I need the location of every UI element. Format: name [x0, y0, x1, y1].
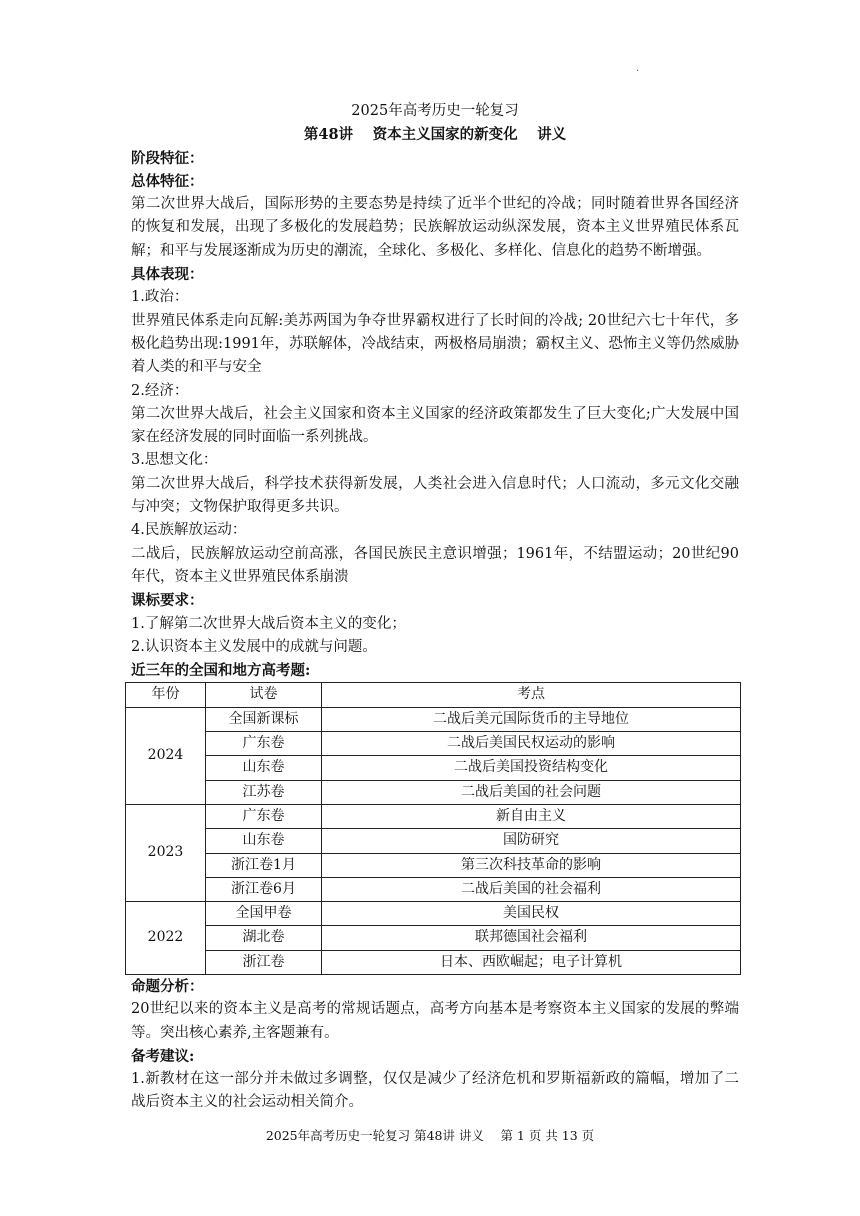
specific-heading: 具体表现： — [131, 266, 204, 284]
point-cell: 联邦德国社会福利 — [322, 926, 741, 950]
table-row — [126, 732, 741, 756]
paper-cell: 广东卷 — [206, 732, 322, 756]
paper-cell: 浙江卷6月 — [206, 877, 322, 901]
paper-cell: 山东卷 — [206, 829, 322, 853]
point-cell: 二战后美国的社会福利 — [322, 877, 741, 901]
politics-text: 世界殖民体系走向瓦解:美苏两国为争夺世界霸权进行了长时间的冷战; 20世纪六七十年代，多极化趋势出现:1991年，苏联解体，冷战结束，两极格局崩溃；霸权主义、恐怖主义等仍然威胁着人类的和平与安全 — [131, 312, 739, 376]
corner-mark: · — [636, 66, 640, 77]
table-header-year: 年份 — [126, 683, 206, 707]
paper-cell: 山东卷 — [206, 756, 322, 780]
page-footer: 2025年高考历史一轮复习 第48讲 讲义 第 1 页 共 13 页 — [265, 1128, 595, 1143]
curriculum-heading: 课标要求： — [131, 592, 204, 610]
overall-heading: 总体特征： — [131, 172, 204, 190]
economy-text: 第二次世界大战后，社会主义国家和资本主义国家的经济政策都发生了巨大变化;广大发展中国家在经济发展的同时面临一系列挑战。 — [131, 405, 739, 446]
point-cell: 新自由主义 — [322, 804, 741, 828]
exam-heading: 近三年的全国和地方高考题: — [131, 662, 311, 680]
point-cell: 美国民权 — [322, 902, 741, 926]
year-cell: 2024 — [126, 707, 206, 804]
liberation-text: 二战后，民族解放运动空前高涨，各国民族民主意识增强；1961年，不结盟运动；20世纪90年代，资本主义世界殖民体系崩溃 — [131, 545, 739, 585]
paper-cell: 湖北卷 — [206, 926, 322, 950]
paper-cell: 全国新课标 — [206, 707, 322, 731]
table-row — [126, 707, 741, 731]
year-cell: 2023 — [126, 804, 206, 901]
table-row — [126, 853, 741, 877]
point-cell: 二战后美国的社会问题 — [322, 780, 741, 804]
point-cell: 日本、西欧崛起；电子计算机 — [322, 950, 741, 974]
stage-heading: 阶段特征： — [131, 149, 204, 167]
economy-heading: 2.经济： — [131, 382, 189, 399]
overall-text: 第二次世界大战后，国际形势的主要态势是持续了近半个世纪的冷战；同时随着世界各国经济的恢复和发展，出现了多极化的发展趋势；民族解放运动纵深发展，资本主义世界殖民体系瓦解；和平与发展逐渐成为历史的潮流，全球化、多极化、多样化、信息化的趋势不断增强。 — [131, 196, 739, 259]
paper-cell: 江苏卷 — [206, 780, 322, 804]
doc-title-line1: 2025年高考历史一轮复习 — [351, 103, 519, 119]
analysis-text: 20世纪以来的资本主义是高考的常规话题点，高考方向基本是考察资本主义国家的发展的弊端等。突出核心素养,主客题兼有。 — [131, 1001, 739, 1041]
point-cell: 二战后美元国际货币的主导地位 — [322, 707, 741, 731]
table-row — [126, 804, 741, 828]
analysis-heading: 命题分析： — [131, 977, 204, 995]
point-cell: 第三次科技革命的影响 — [322, 853, 741, 877]
culture-heading: 3.思想文化： — [131, 452, 218, 469]
point-cell: 二战后美国投资结构变化 — [322, 756, 741, 780]
table-header-paper: 试卷 — [206, 683, 322, 707]
paper-cell: 全国甲卷 — [206, 902, 322, 926]
exam-table — [125, 682, 741, 975]
year-cell: 2022 — [126, 902, 206, 975]
table-row — [126, 902, 741, 926]
advice-heading: 备考建议: — [131, 1047, 195, 1065]
paper-cell: 浙江卷 — [206, 950, 322, 974]
liberation-heading: 4.民族解放运动： — [131, 522, 247, 539]
point-cell: 国防研究 — [322, 829, 741, 853]
table-row — [126, 780, 741, 804]
curriculum-item: 1.了解第二次世界大战后资本主义的变化； — [131, 615, 406, 632]
table-row — [126, 950, 741, 974]
paper-cell: 广东卷 — [206, 804, 322, 828]
table-row — [126, 877, 741, 901]
table-header-point: 考点 — [322, 683, 741, 707]
culture-text: 第二次世界大战后，科学技术获得新发展，人类社会进入信息时代；人口流动，多元文化交融与冲突；文物保护取得更多共识。 — [131, 475, 739, 516]
table-header-row — [126, 683, 741, 707]
document-page — [131, 100, 739, 1115]
table-row — [126, 756, 741, 780]
table-row — [126, 926, 741, 950]
paper-cell: 浙江卷1月 — [206, 853, 322, 877]
doc-title-line2: 第48讲 资本主义国家的新变化 讲义 — [303, 126, 567, 144]
advice-text: 1.新教材在这一部分并未做过多调整，仅仅是减少了经济危机和罗斯福新政的篇幅，增加了二战后资本主义的社会运动相关简介。 — [131, 1071, 739, 1111]
table-row — [126, 829, 741, 853]
point-cell: 二战后美国民权运动的影响 — [322, 732, 741, 756]
politics-heading: 1.政治： — [131, 289, 189, 306]
curriculum-item: 2.认识资本主义发展中的成就与问题。 — [131, 638, 377, 655]
